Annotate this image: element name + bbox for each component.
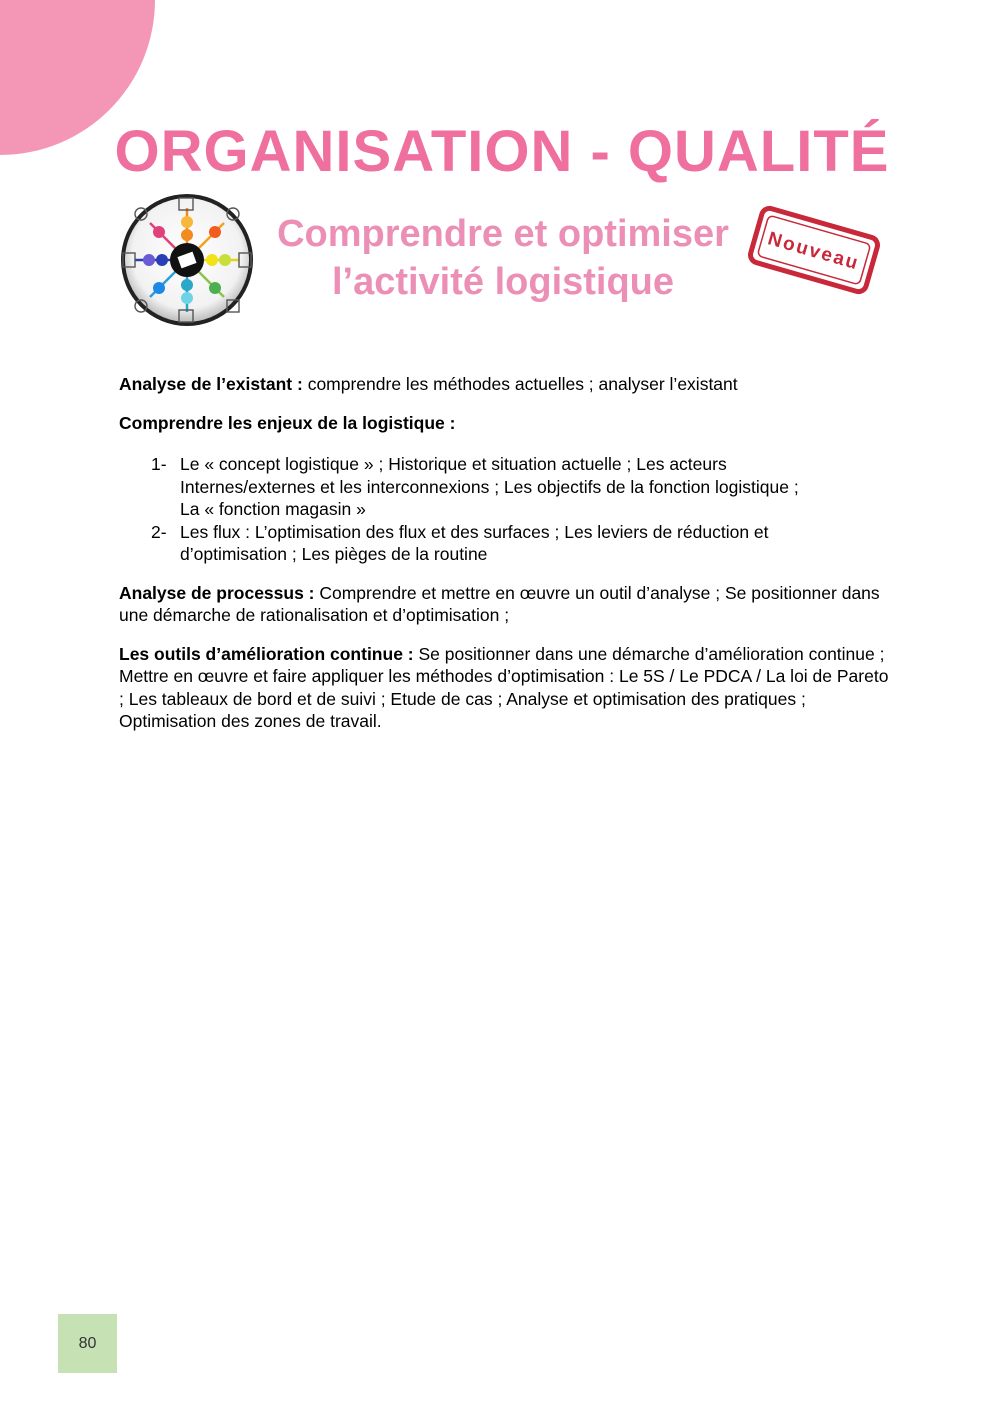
list-item xyxy=(119,453,889,521)
subtitle-line-1: Comprendre et optimiser xyxy=(277,213,729,255)
section-outils xyxy=(119,643,889,733)
page-title: ORGANISATION - QUALITÉ xyxy=(114,119,890,184)
page-number: 80 xyxy=(58,1314,117,1373)
section-existant-heading: Analyse de l’existant : xyxy=(119,374,303,394)
stamp-label: Nouveau xyxy=(765,228,862,275)
list-item-line: Le « concept logistique » ; Historique et situation actuelle ; Les acteurs xyxy=(180,454,727,474)
nouveau-stamp xyxy=(744,200,884,300)
logistics-wheel-icon xyxy=(119,192,255,328)
subtitle-line-2: l’activité logistique xyxy=(331,261,675,303)
section-existant-text: comprendre les méthodes actuelles ; analyser l’existant xyxy=(302,374,738,394)
list-item-line: Les flux : L’optimisation des flux et des surfaces ; Les leviers de réduction et xyxy=(180,521,769,542)
section-existant xyxy=(119,373,889,396)
list-item-line: d’optimisation ; Les pièges de la routine xyxy=(180,544,488,564)
section-processus xyxy=(119,582,889,627)
list-item-number: 2- xyxy=(151,521,167,542)
list-item-line: La « fonction magasin » xyxy=(180,499,366,519)
list-item-number: 1- xyxy=(151,454,167,474)
content xyxy=(119,373,889,749)
list-item-line: Internes/externes et les interconnexions ; Les objectifs de la fonction logistique ; xyxy=(180,476,799,497)
list-item xyxy=(119,521,889,566)
section-enjeux-heading: Comprendre les enjeux de la logistique : xyxy=(119,412,456,433)
section-outils-heading: Les outils d’amélioration continue : xyxy=(119,643,414,664)
enjeux-list xyxy=(119,453,889,566)
section-outils-text: Se positionner dans une démarche d’amélioration continue ; Mettre en œuvre et faire appliquer les méthodes d’optimisation : Le 5S / Le PDCA / La loi de Pareto ; Les tableaux de bord et de suivi ; Etude de cas ; Analyse et optimisation des pratiques ; Optimisation des zones de travail. xyxy=(119,643,889,731)
subtitle xyxy=(258,210,748,306)
section-enjeux xyxy=(119,412,889,435)
section-processus-heading: Analyse de processus : xyxy=(119,582,315,603)
section-processus-text: Comprendre et mettre en œuvre un outil d’analyse ; Se positionner dans une démarche de rationalisation et d’optimisation ; xyxy=(119,582,880,625)
